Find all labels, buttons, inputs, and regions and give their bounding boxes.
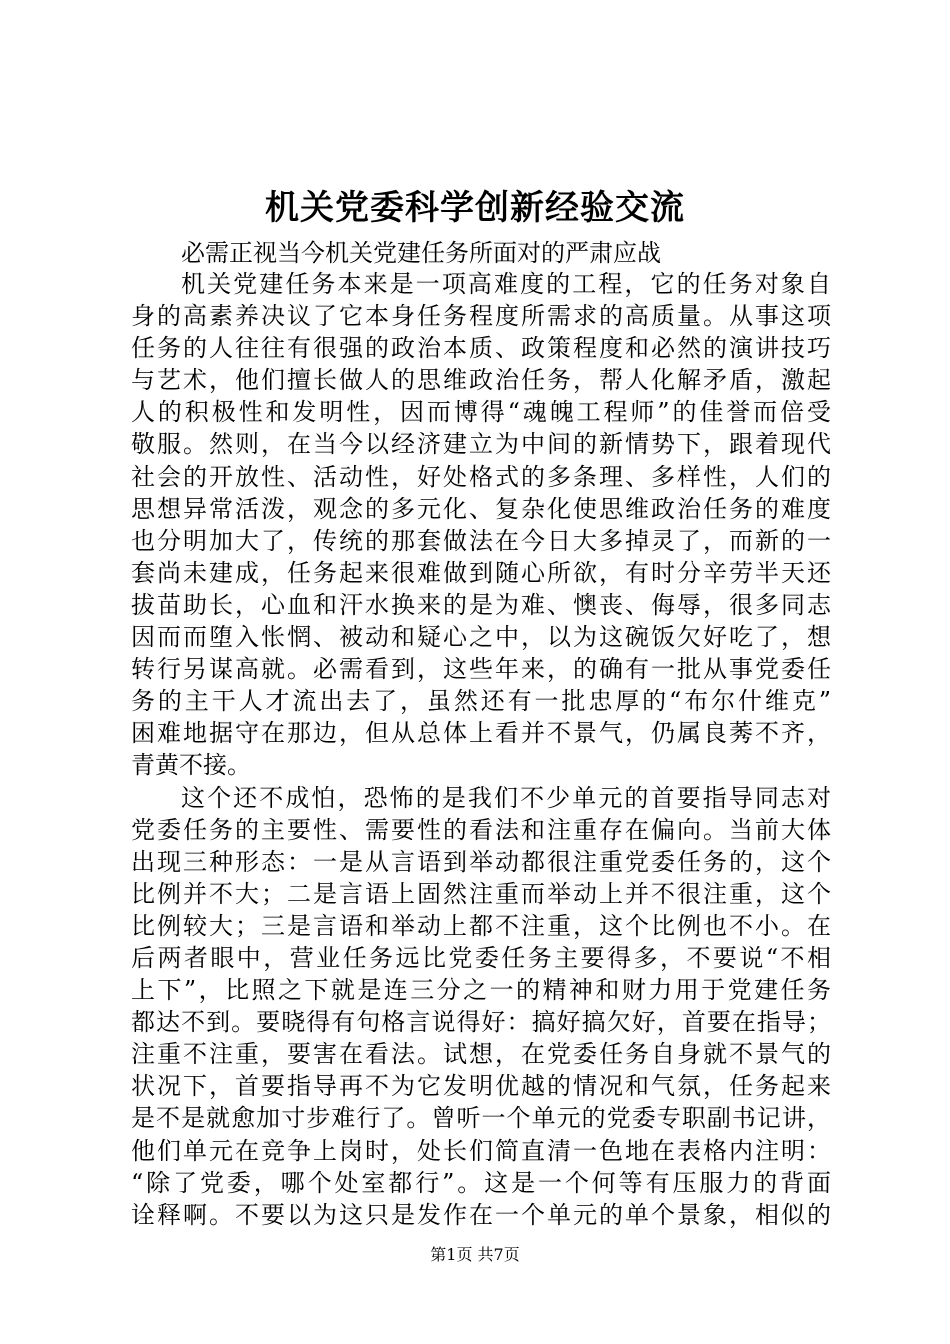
text-line: 务的主干人才流出去了，虽然还有一批忠厚的“布尔什维克” xyxy=(131,687,831,716)
text-line: 套尚未建成，任务起来很难做到随心所欲，有时分辛劳半天还 xyxy=(131,558,831,587)
document-body xyxy=(131,268,831,1231)
text-line: 党委任务的主要性、需要性的看法和注重存在偏向。当前大体 xyxy=(131,815,831,844)
text-line: 是不是就愈加寸步难行了。曾听一个单元的党委专职副书记讲， xyxy=(131,1104,831,1133)
text-line: 敬服。然则，在当今以经济建立为中间的新情势下，跟着现代 xyxy=(131,430,831,459)
text-line: 出现三种形态：一是从言语到举动都很注重党委任务的，这个 xyxy=(131,847,831,876)
text-line: 拔苗助长，心血和汗水换来的是为难、懊丧、侮辱，很多同志 xyxy=(131,590,831,619)
text-line: 转行另谋高就。必需看到，这些年来，的确有一批从事党委任 xyxy=(131,655,831,684)
text-line: “除了党委，哪个处室都行”。这是一个何等有压服力的背面 xyxy=(131,1168,831,1197)
document-subtitle: 必需正视当今机关党建任务所面对的严肃应战 xyxy=(181,239,661,267)
text-line: 都达不到。要晓得有句格言说得好：搞好搞欠好，首要在指导； xyxy=(131,1008,831,1037)
text-line: 他们单元在竞争上岗时，处长们简直清一色地在表格内注明： xyxy=(131,1136,831,1165)
text-line: 状况下，首要指导再不为它发明优越的情况和气氛，任务起来 xyxy=(131,1072,831,1101)
text-line: 与艺术，他们擅长做人的思维政治任务，帮人化解矛盾，激起 xyxy=(131,366,831,395)
text-line: 社会的开放性、活动性，好处格式的多条理、多样性，人们的 xyxy=(131,462,831,491)
text-line: 思想异常活泼，观念的多元化、复杂化使思维政治任务的难度 xyxy=(131,494,831,523)
text-line: 机关党建任务本来是一项高难度的工程，它的任务对象自 xyxy=(181,270,831,298)
text-line: 也分明加大了，传统的那套做法在今日大多掉灵了，而新的一 xyxy=(131,526,831,555)
text-line: 上下”，比照之下就是连三分之一的精神和财力用于党建任务 xyxy=(131,976,831,1005)
text-line: 比例较大；三是言语和举动上都不注重，这个比例也不小。在 xyxy=(131,911,831,940)
text-line: 身的高素养决议了它本身任务程度所需求的高质量。从事这项 xyxy=(131,302,831,331)
page-indicator: 第1页 共7页 xyxy=(430,1245,520,1264)
text-line: 后两者眼中，营业任务远比党委任务主要得多，不要说“不相 xyxy=(131,943,831,972)
text-line: 比例并不大；二是言语上固然注重而举动上并不很注重，这个 xyxy=(131,879,831,908)
text-line: 困难地据守在那边，但从总体上看并不景气，仍属良莠不齐， xyxy=(131,719,831,748)
text-line: 任务的人往往有很强的政治本质、政策程度和必然的演讲技巧 xyxy=(131,334,831,363)
document-title: 机关党委科学创新经验交流 xyxy=(265,188,685,228)
text-line: 诠释啊。不要以为这只是发作在一个单元的单个景象，相似的 xyxy=(131,1200,831,1229)
text-line: 青黄不接。 xyxy=(131,751,251,780)
text-line: 注重不注重，要害在看法。试想，在党委任务自身就不景气的 xyxy=(131,1040,831,1069)
text-line: 人的积极性和发明性，因而博得“魂魄工程师”的佳誉而倍受 xyxy=(131,398,831,427)
text-line: 因而而堕入怅惘、被动和疑心之中，以为这碗饭欠好吃了，想 xyxy=(131,623,831,652)
text-line: 这个还不成怕，恐怖的是我们不少单元的首要指导同志对 xyxy=(181,783,831,812)
